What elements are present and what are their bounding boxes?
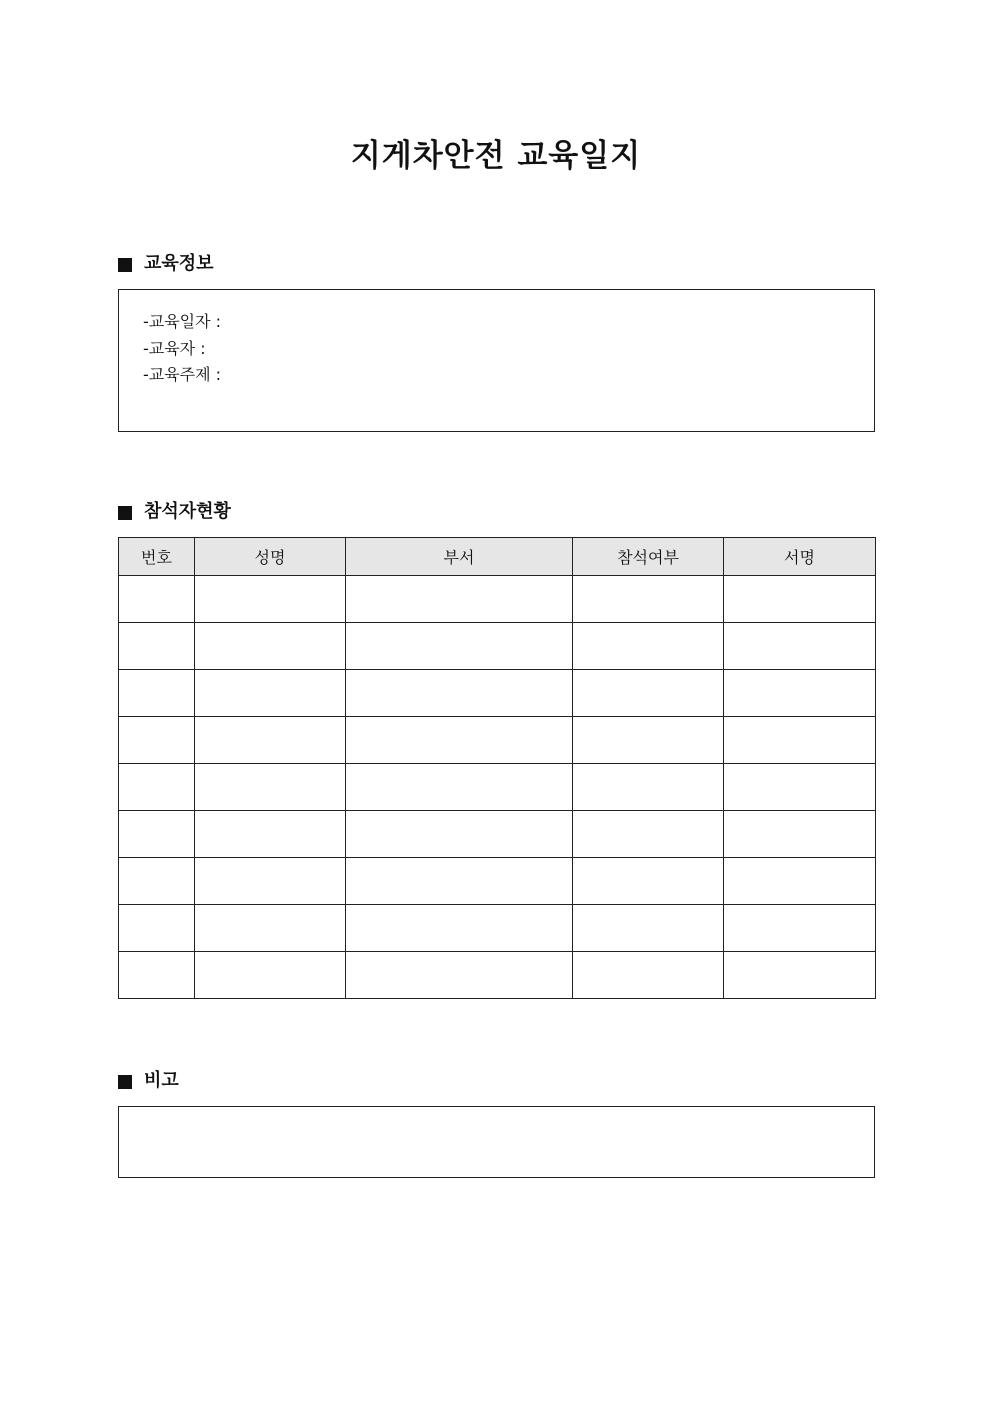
cell-department — [346, 623, 573, 670]
cell-department — [346, 811, 573, 858]
cell-name — [195, 811, 346, 858]
column-header-number: 번호 — [119, 538, 195, 576]
cell-department — [346, 858, 573, 905]
square-bullet-icon — [118, 258, 132, 272]
section-heading-remarks-label: 비고 — [144, 1070, 179, 1091]
table-body — [119, 576, 876, 999]
cell-department — [346, 952, 573, 999]
attendance-table — [118, 537, 876, 999]
cell-attendance — [573, 811, 724, 858]
cell-department — [346, 576, 573, 623]
cell-signature — [724, 952, 876, 999]
section-heading-info — [118, 252, 214, 276]
cell-attendance — [573, 717, 724, 764]
table-row — [119, 905, 876, 952]
cell-name — [195, 905, 346, 952]
square-bullet-icon — [118, 1075, 132, 1089]
info-box — [118, 289, 875, 432]
cell-signature — [724, 623, 876, 670]
cell-number — [119, 670, 195, 717]
cell-name — [195, 858, 346, 905]
cell-number — [119, 858, 195, 905]
table-row — [119, 717, 876, 764]
cell-number — [119, 811, 195, 858]
cell-number — [119, 905, 195, 952]
cell-department — [346, 764, 573, 811]
cell-attendance — [573, 576, 724, 623]
section-heading-remarks — [118, 1069, 179, 1093]
cell-attendance — [573, 623, 724, 670]
cell-number — [119, 623, 195, 670]
remarks-box — [118, 1106, 875, 1178]
cell-name — [195, 623, 346, 670]
page-title: 지게차안전 교육일지 — [350, 138, 642, 174]
cell-number — [119, 764, 195, 811]
cell-signature — [724, 811, 876, 858]
cell-name — [195, 576, 346, 623]
section-heading-info-label: 교육정보 — [144, 253, 214, 274]
cell-signature — [724, 717, 876, 764]
cell-signature — [724, 858, 876, 905]
cell-department — [346, 717, 573, 764]
table-row — [119, 576, 876, 623]
cell-attendance — [573, 764, 724, 811]
column-header-signature: 서명 — [724, 538, 876, 576]
column-header-name: 성명 — [195, 538, 346, 576]
cell-attendance — [573, 952, 724, 999]
info-line-date: -교육일자 : — [143, 312, 222, 331]
cell-attendance — [573, 670, 724, 717]
info-line-topic: -교육주제 : — [143, 365, 222, 384]
cell-number — [119, 952, 195, 999]
cell-name — [195, 764, 346, 811]
cell-signature — [724, 576, 876, 623]
table-row — [119, 623, 876, 670]
cell-number — [119, 717, 195, 764]
cell-signature — [724, 670, 876, 717]
cell-name — [195, 952, 346, 999]
cell-number — [119, 576, 195, 623]
cell-attendance — [573, 858, 724, 905]
cell-signature — [724, 905, 876, 952]
table-row — [119, 952, 876, 999]
column-header-attendance: 참석여부 — [573, 538, 724, 576]
cell-name — [195, 670, 346, 717]
table-row — [119, 858, 876, 905]
square-bullet-icon — [118, 506, 132, 520]
info-lines — [143, 309, 221, 389]
cell-department — [346, 670, 573, 717]
table-header-row — [119, 538, 876, 576]
table-row — [119, 670, 876, 717]
column-header-department: 부서 — [346, 538, 573, 576]
info-line-instructor: -교육자 : — [143, 338, 206, 358]
cell-department — [346, 905, 573, 952]
section-heading-attendance — [118, 500, 231, 524]
table-row — [119, 811, 876, 858]
section-heading-attendance-label: 참석자현황 — [144, 501, 231, 522]
cell-attendance — [573, 905, 724, 952]
cell-name — [195, 717, 346, 764]
cell-signature — [724, 764, 876, 811]
table-row — [119, 764, 876, 811]
